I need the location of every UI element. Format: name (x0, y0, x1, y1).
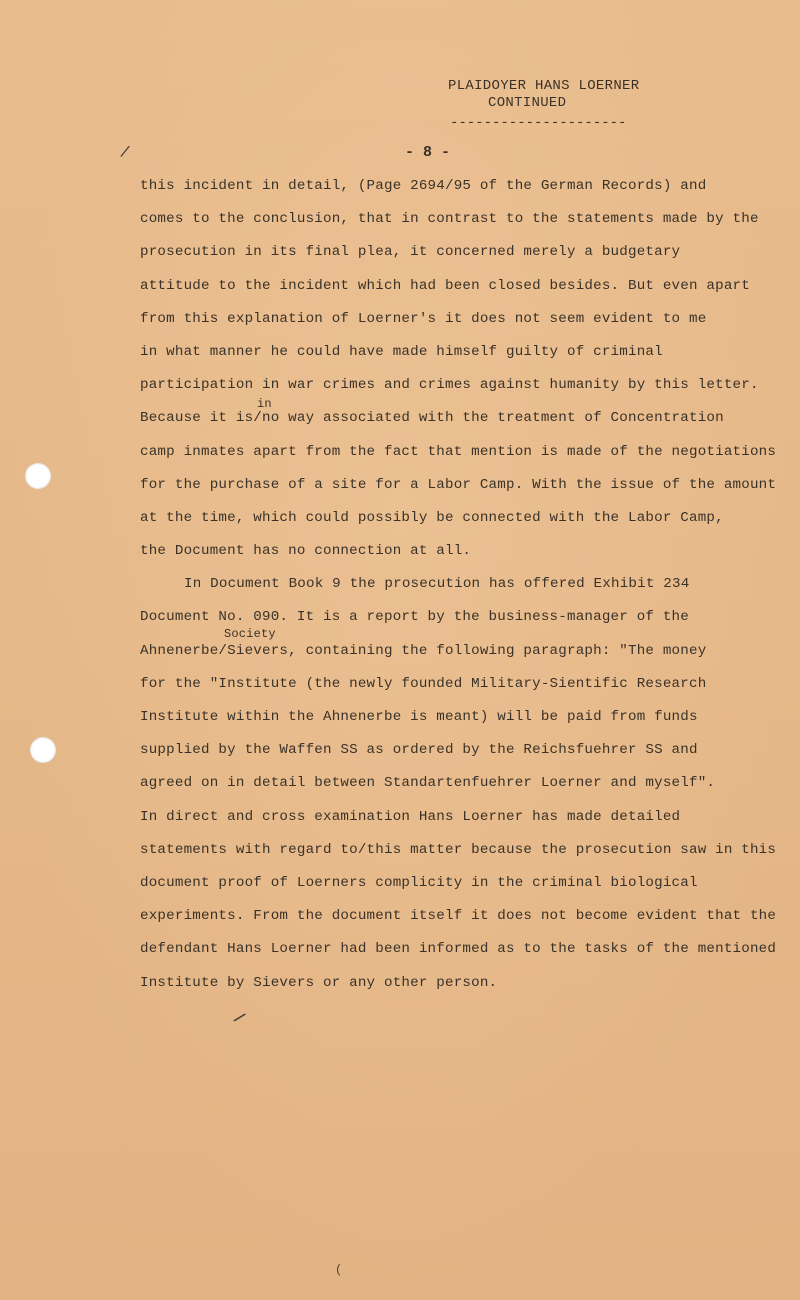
text-line: defendant Hans Loerner had been informed as to the tasks of the mentioned (140, 941, 777, 958)
paragraph-start-line: In Document Book 9 the prosecution has offered Exhibit 234 (184, 576, 690, 593)
text-line: from this explanation of Loerner's it does not seem evident to me (140, 310, 707, 327)
handwritten-insert-in: in (257, 397, 272, 412)
punch-hole-top (25, 463, 51, 489)
text-line: Institute by Sievers or any other person. (140, 974, 498, 991)
header-rule: --------------------- (450, 115, 627, 131)
text-line: camp inmates apart from the fact that mention is made of the negotiations (140, 443, 777, 460)
text-line: prosecution in its final plea, it concerned merely a budgetary (140, 244, 681, 261)
pencil-mark: / (230, 1008, 248, 1030)
footer-mark: ( (335, 1263, 343, 1277)
text-line-with-insert (140, 397, 780, 441)
text-line: Ahnenerbe/Sievers, containing the following paragraph: "The money (140, 642, 707, 659)
page-number: - 8 - (405, 144, 451, 161)
text-line: comes to the conclusion, that in contrast to the statements made by the (140, 211, 759, 228)
text-line: experiments. From the document itself it does not become evident that the (140, 908, 777, 925)
text-line: Document No. 090. It is a report by the business-manager of the (140, 609, 689, 626)
text-line: document proof of Loerners complicity in the criminal biological (140, 874, 698, 891)
text-line: statements with regard to/this matter because the prosecution saw in this (140, 841, 777, 858)
punch-hole-bottom (30, 737, 56, 763)
text-line-with-insert (140, 626, 780, 674)
text-line: In direct and cross examination Hans Loerner has made detailed (140, 808, 681, 825)
text-line: participation in war crimes and crimes against humanity by this letter. (140, 377, 759, 394)
text-line: in what manner he could have made himself guilty of criminal (140, 343, 663, 360)
text-line: for the "Institute (the newly founded Military-Sientific Research (140, 675, 707, 692)
margin-mark: / (118, 143, 132, 163)
text-line: at the time, which could possibly be connected with the Labor Camp, (140, 509, 724, 526)
handwritten-insert-society: Society (224, 626, 276, 641)
document-header (440, 78, 650, 132)
text-line: Institute within the Ahnenerbe is meant) will be paid from funds (140, 709, 698, 725)
text-line: Because it is/no way associated with the treatment of Concentration (140, 410, 724, 427)
text-line: for the purchase of a site for a Labor Camp. With the issue of the amount (140, 476, 777, 493)
text-line: the Document has no connection at all. (140, 543, 472, 560)
text-line: supplied by the Waffen SS as ordered by the Reichsfuehrer SS and (140, 742, 698, 759)
header-subtitle: CONTINUED (488, 95, 567, 111)
text-line: agreed on in detail between Standartenfuehrer Loerner and myself". (140, 775, 716, 792)
text-line: attitude to the incident which had been closed besides. But even apart (140, 277, 750, 294)
text-line: this incident in detail, (Page 2694/95 of the German Records) and (140, 178, 707, 194)
body-text (140, 176, 780, 1006)
header-title: PLAIDOYER HANS LOERNER (448, 78, 640, 94)
